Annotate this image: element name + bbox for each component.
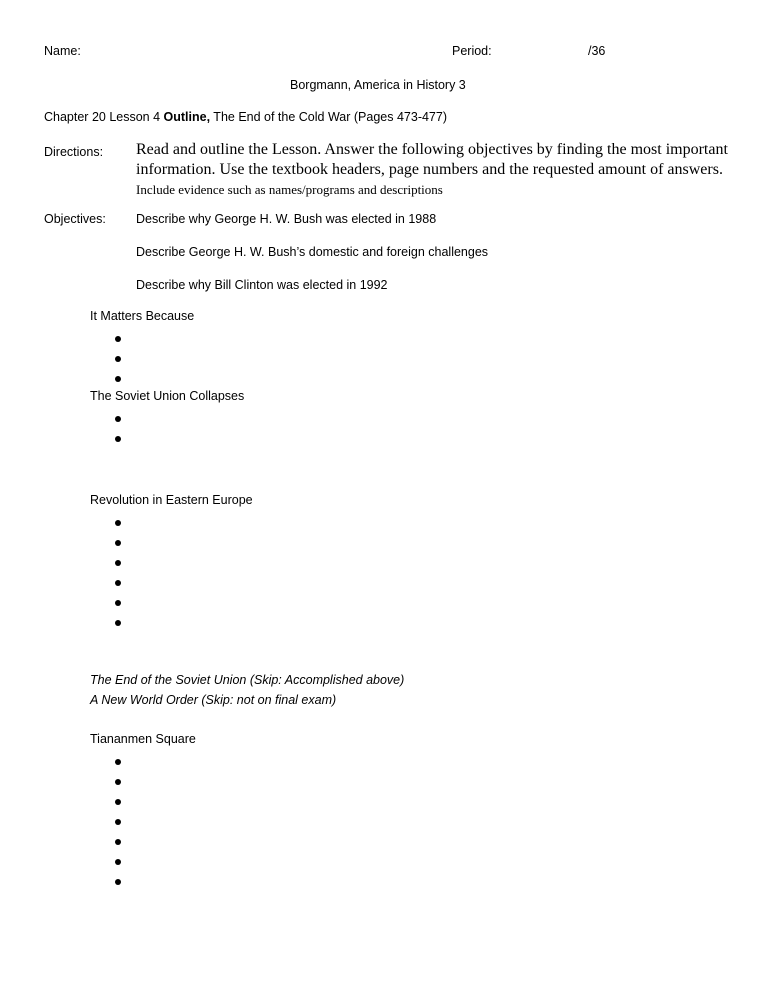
directions-line-1: Read and outline the Lesson. Answer the following objectives by finding the most important [136, 141, 728, 158]
bullet-point [115, 416, 121, 422]
section-heading-skipped: The End of the Soviet Union (Skip: Accomplished above) [90, 673, 405, 687]
bullet-point [115, 779, 121, 785]
objective-item: Describe George H. W. Bush’s domestic and foreign challenges [136, 245, 489, 259]
bullet-point [115, 839, 121, 845]
bullet-point [115, 436, 121, 442]
name-label: Name: [44, 44, 81, 58]
bullet-point [115, 356, 121, 362]
section-heading: It Matters Because [90, 309, 195, 323]
course-title: Borgmann, America in History 3 [290, 78, 466, 92]
score-total: /36 [588, 44, 606, 58]
chapter-prefix: Chapter 20 Lesson 4 [44, 110, 164, 124]
bullet-point [115, 819, 121, 825]
bullet-point [115, 540, 121, 546]
section-heading: Tiananmen Square [90, 732, 196, 746]
chapter-bold: Outline, [163, 110, 211, 124]
bullet-point [115, 560, 121, 566]
directions-line-2: information. Use the textbook headers, page numbers and the requested amount of answers. [136, 161, 723, 178]
chapter-title [44, 110, 447, 124]
directions-label: Directions: [44, 145, 104, 159]
bullet-point [115, 799, 121, 805]
section-heading: The Soviet Union Collapses [90, 389, 245, 403]
bullet-point [115, 336, 121, 342]
bullet-point [115, 520, 121, 526]
directions-line-3: Include evidence such as names/programs and descriptions [136, 182, 443, 197]
bullet-point [115, 759, 121, 765]
objectives-label: Objectives: [44, 212, 106, 226]
bullet-point [115, 879, 121, 885]
section-heading: Revolution in Eastern Europe [90, 493, 253, 507]
section-heading-skipped: A New World Order (Skip: not on final exam) [90, 693, 337, 707]
bullet-point [115, 580, 121, 586]
objective-item: Describe why Bill Clinton was elected in 1992 [136, 278, 388, 292]
bullet-point [115, 859, 121, 865]
chapter-suffix: The End of the Cold War (Pages 473-477) [210, 110, 448, 124]
bullet-point [115, 376, 121, 382]
period-label: Period: [452, 44, 492, 58]
bullet-point [115, 600, 121, 606]
bullet-point [115, 620, 121, 626]
objective-item: Describe why George H. W. Bush was elected in 1988 [136, 212, 437, 226]
